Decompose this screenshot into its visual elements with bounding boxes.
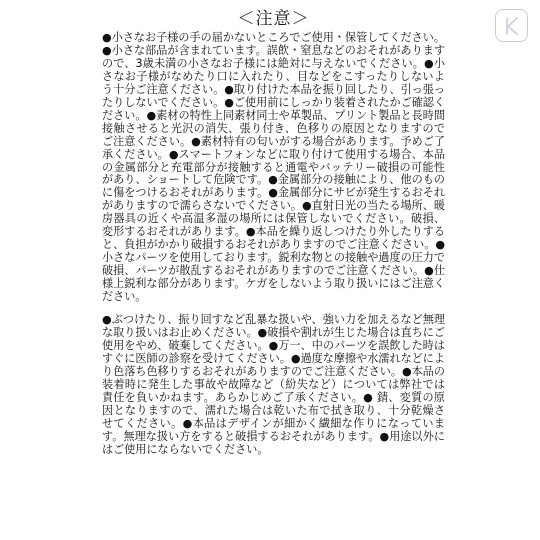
caution-document <box>102 8 445 457</box>
k-logo-icon <box>502 16 522 36</box>
caution-paragraph-1: ●小さなお子様の手の届かないところでご使用・保管してください。●小さな部品が含まれています。誤飲・窒息などのおそれがありますので、3歳未満の小さなお子様には絶対に与えないでください。●小さなお子様がなめたり口に入れたり、目などをこすったりしないよう十分ご注意ください。●取り付けた本品を振り回したり、引っ張ったりしないでください。●ご使用前にしっかり装着されたかご確認ください。●素材の特性上同素材同士や革製品、プリント製品と長時間接触させると光沢の消失、張り付き、色移りの原因となりますのでご注意ください。●素材特有の匂いがする場合があります。予めご了承ください。●スマートフォンなどに取り付けて使用する場合、本品の金属部分と充電部分が接触すると通電やバッテリー破損の可能性があり、ショートして危険です。●金属部分の接触により、他のものに傷をつけるおそれがあります。●金属部分にサビが発生するおそれがありますので濡らさないでください。●直射日光の当たる場所、暖房器具の近くや高温多湿の場所には保管しないでください。破損、変形するおそれがあります。●本品を繰り返しつけたり外したりすると、負担がかかり破損するおそれがありますのでご注意ください。●小さなパーツを使用しております。鋭利な物との接触や過度の圧力で破損、パーツが散乱するおそれがありますのでご注意ください。●仕様上鋭利な部分があります。ケガをしないよう取り扱いにはご注意ください。 <box>102 31 445 304</box>
brand-logo-badge <box>495 9 528 42</box>
caution-title: ＜注意＞ <box>237 9 310 29</box>
caution-paragraph-2: ●ぶつけたり、振り回すなど乱暴な扱いや、強い力を加えるなど無理な取り扱いはお止めください。●破損や割れが生じた場合は直ちにご使用をやめ、破棄してください。●万一、中のパーツを誤飲した時はすぐに医師の診察を受けてください。●過度な摩擦や水濡れなどにより色落ち色移りするおそれがありますのでご注意ください。●本品の装着時に発生した事故や故障など（紛失など）については弊社では責任を負いかねます。あらかじめご了承ください。● 錆、変質の原因となりますので、濡れた場合は乾いた布で拭き取り、十分乾燥させてください。●本品はデザインが細かく繊細な作りになっています。無理な扱い方をすると破損するおそれがあります。●用途以外にはご使用にならないでください。 <box>102 313 445 456</box>
